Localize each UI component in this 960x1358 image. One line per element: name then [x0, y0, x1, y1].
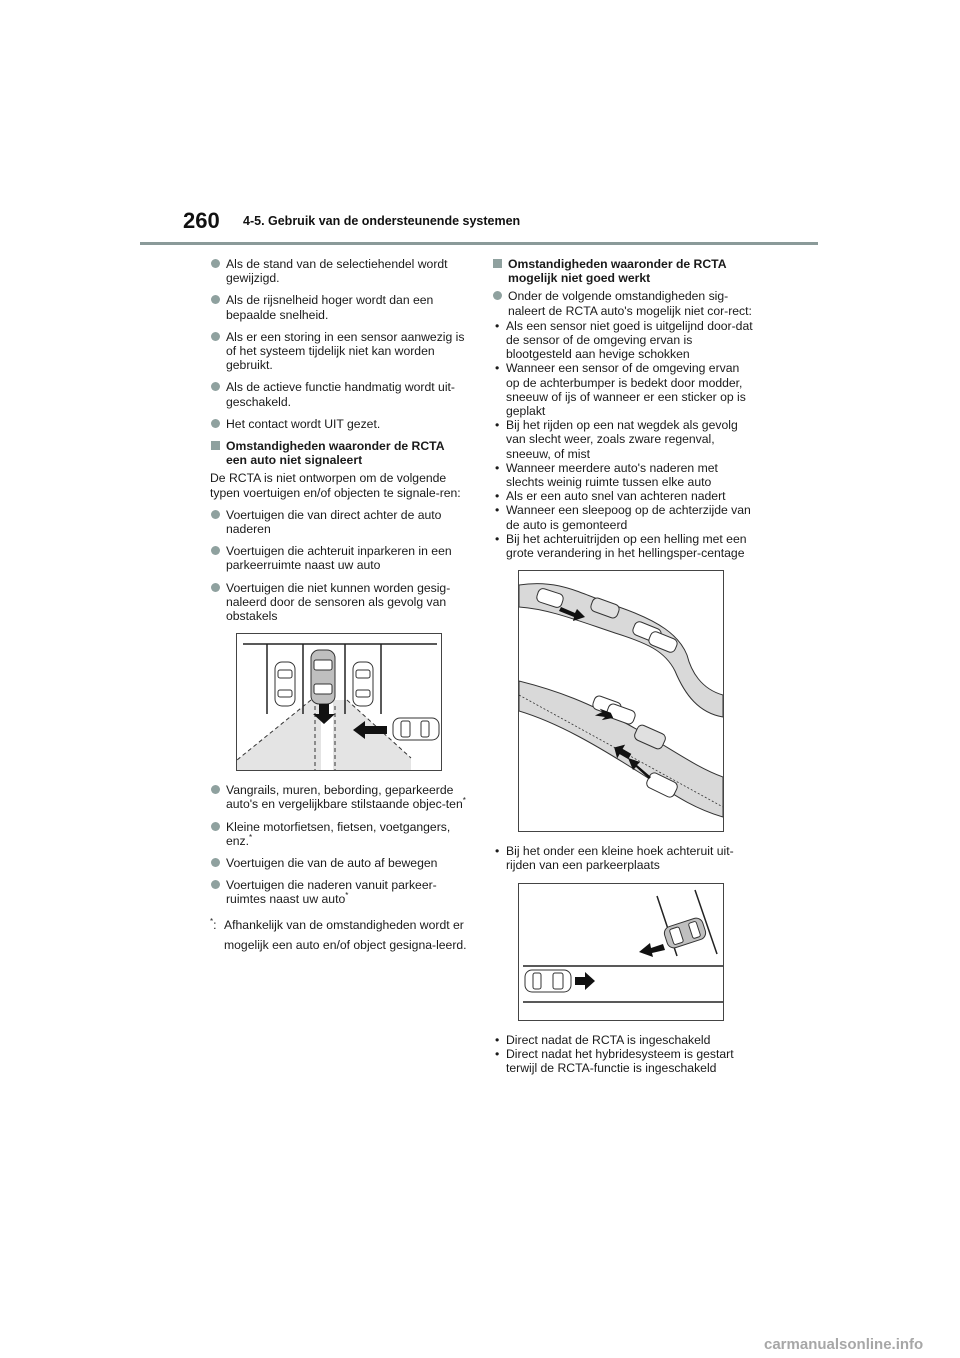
- list-item: Als de actieve functie handmatig wordt uit-geschakeld.: [210, 380, 468, 408]
- list-item: • Wanneer meerdere auto's naderen met slechts weinig ruimte tussen elke auto: [492, 461, 756, 489]
- section-heading: Omstandigheden waaronder de RCTA mogelijk niet goed werkt: [492, 257, 756, 285]
- intro-paragraph: De RCTA is niet ontworpen om de volgende typen voertuigen en/of objecten te signale-ren:: [210, 471, 461, 500]
- condition-list: [492, 844, 756, 872]
- list-item: Voertuigen die niet kunnen worden gesig-naleerd door de sensoren als gevolg van obstakels: [210, 581, 468, 624]
- list-item: • Als een sensor niet goed is uitgelijnd door-dat de sensor of de omgeving ervan is blootgesteld aan hevige schokken: [492, 319, 756, 362]
- list-item: • Bij het rijden op een nat wegdek als gevolg van slecht weer, zoals zware regenval, sneeuw, of mist: [492, 418, 756, 461]
- list-item: Vangrails, muren, bebording, geparkeerde auto's en vergelijkbare stilstaande objec-ten*: [210, 783, 468, 811]
- list-item: Als de stand van de selectiehendel wordt gewijzigd.: [210, 257, 468, 285]
- list-item: Voertuigen die naderen vanuit parkeer-ruimtes naast uw auto*: [210, 878, 468, 906]
- list-item: • Bij het achteruitrijden op een helling met een grote verandering in het hellingsper-centage: [492, 532, 756, 560]
- list-item: Het contact wordt UIT gezet.: [210, 417, 468, 431]
- list-item: • Direct nadat de RCTA is ingeschakeld: [492, 1033, 756, 1047]
- footnote-text: Afhankelijk van de omstandigheden wordt er mogelijk een auto en/of object gesigna-leerd.: [224, 917, 467, 952]
- list-item: Als er een storing in een sensor aanwezig is of het systeem tijdelijk niet kan worden gebruikt.: [210, 330, 468, 373]
- angled-exit-illustration: [518, 883, 724, 1021]
- section-heading: Omstandigheden waaronder de RCTA een auto niet signaleert: [210, 439, 468, 467]
- list-item: Voertuigen die van direct achter de auto naderen: [210, 508, 468, 536]
- list-item: Voertuigen die achteruit inparkeren in een parkeerruimte naast uw auto: [210, 544, 468, 572]
- list-item: • Wanneer een sensor of de omgeving ervan op de achterbumper is bedekt door modder, sneeuw of ijs of wanneer er een sticker op is geplakt: [492, 361, 756, 418]
- list-item: Voertuigen die van de auto af bewegen: [210, 856, 468, 870]
- slope-illustration: [518, 570, 724, 832]
- condition-list: [492, 1033, 756, 1076]
- list-item: • Wanneer een sleepoog op de achterzijde van de auto is gemonteerd: [492, 503, 756, 531]
- parking-lot-illustration: [236, 633, 442, 771]
- list-item: Als de rijsnelheid hoger wordt dan een bepaalde snelheid.: [210, 293, 468, 321]
- header-rule: [140, 242, 818, 245]
- right-column: [492, 257, 756, 1085]
- watermark: carmanualsonline.info: [764, 1336, 924, 1353]
- list-item: Onder de volgende omstandigheden sig-naleert de RCTA auto's mogelijk niet cor-rect:: [492, 289, 756, 317]
- section-title: 4-5. Gebruik van de ondersteunende systemen: [243, 214, 521, 228]
- left-column: [210, 257, 468, 955]
- list-item: • Bij het onder een kleine hoek achteruit uit-rijden van een parkeerplaats: [492, 844, 756, 872]
- list-item: Kleine motorfietsen, fietsen, voetgangers, enz.*: [210, 820, 468, 848]
- list-item: • Als er een auto snel van achteren nadert: [492, 489, 756, 503]
- footnote-mark: *: [210, 916, 214, 926]
- page-number: 260: [183, 208, 220, 233]
- footnote: *: Afhankelijk van de omstandigheden wordt er mogelijk een auto en/of object gesigna-leerd.: [210, 916, 467, 952]
- condition-list: [492, 319, 756, 560]
- list-item: • Direct nadat het hybridesysteem is gestart terwijl de RCTA-functie is ingeschakeld: [492, 1047, 756, 1075]
